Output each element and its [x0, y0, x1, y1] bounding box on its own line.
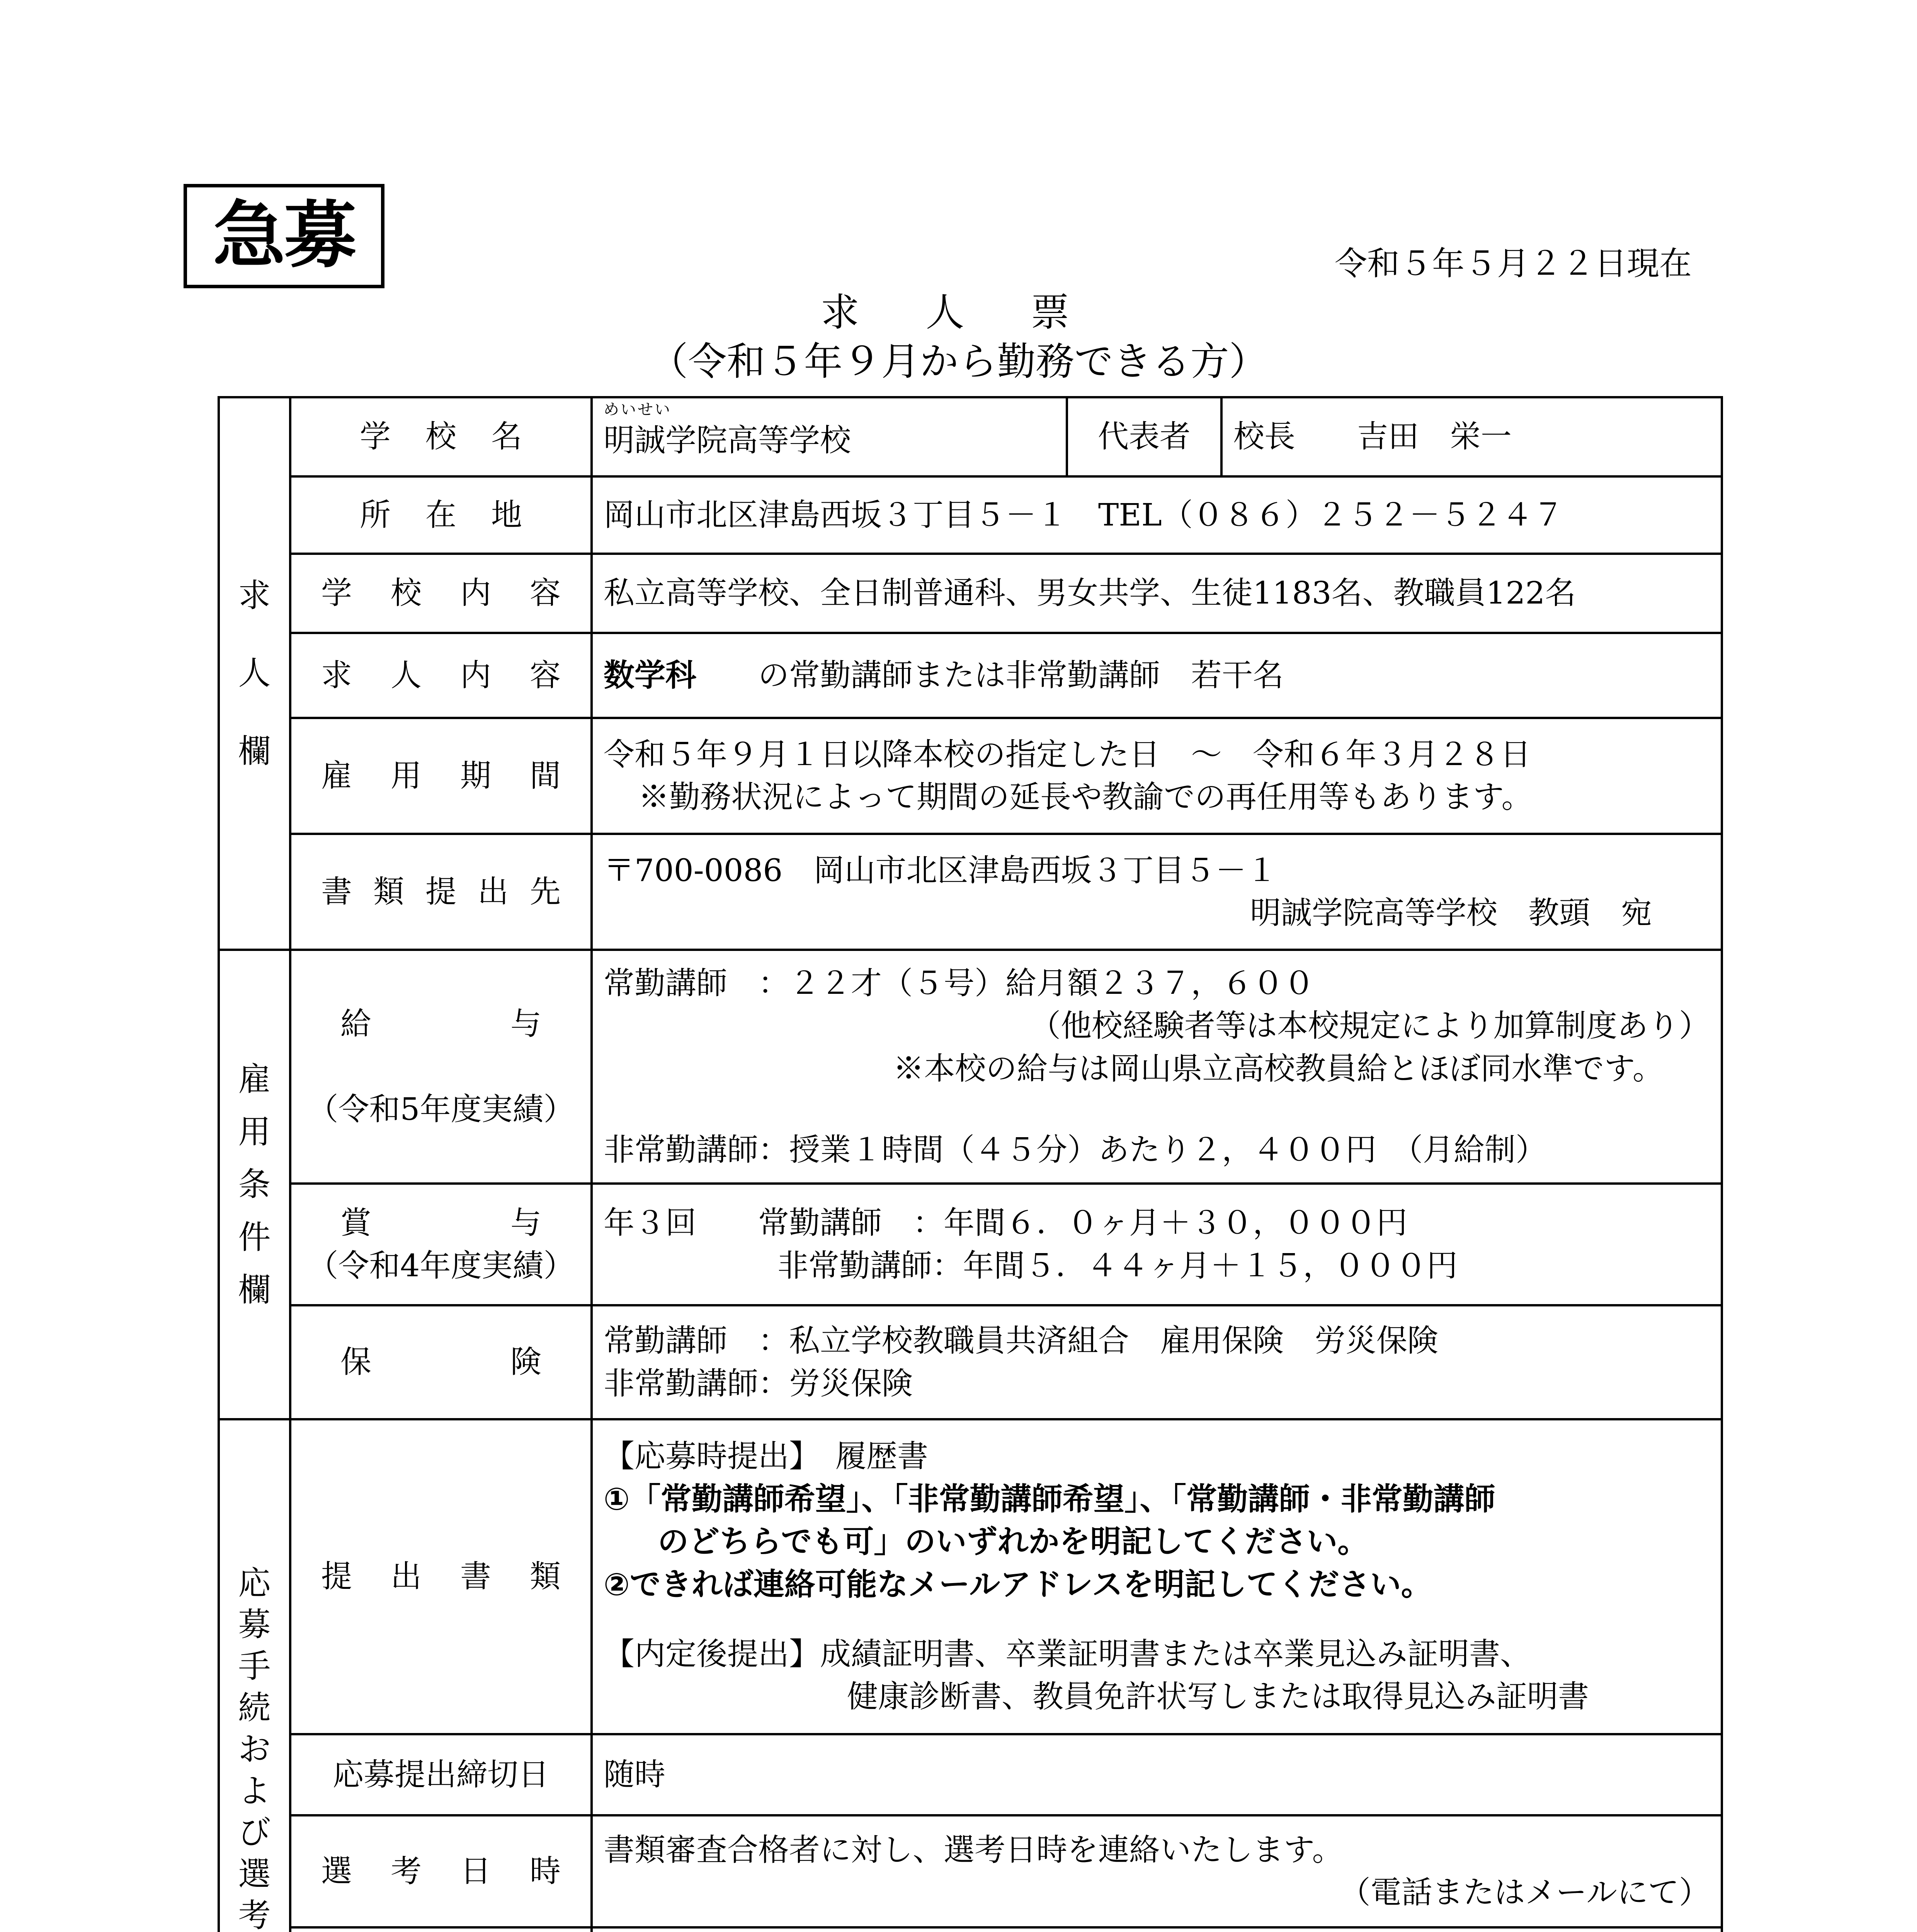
- documents-line4: ②できれば連絡可能なメールアドレスを明記してください。: [604, 1566, 1432, 1602]
- salary-label-cell: [290, 950, 592, 1184]
- school-content-label: 学校内容: [290, 554, 592, 633]
- school-name-cell: [592, 397, 1067, 476]
- documents-label: 提出書類: [321, 1558, 561, 1595]
- address-value: 岡山市北区津島西坂３丁目５－１ TEL（０８６）２５２－５２４７: [592, 476, 1722, 554]
- insurance-line1: 常勤講師 ：私立学校教職員共済組合 雇用保険 労災保険: [604, 1323, 1438, 1359]
- insurance-line2: 非常勤講師：労災保険: [604, 1365, 913, 1401]
- salary-label-sub: （令和5年度実績）: [307, 1091, 575, 1127]
- school-content-value: 私立高等学校、全日制普通科、男女共学、生徒1183名、教職員122名: [592, 554, 1722, 633]
- deadline-value: 随時: [592, 1734, 1722, 1815]
- documents-line2: ①「常勤講師希望」、「非常勤講師希望」、「常勤講師・非常勤講師: [604, 1481, 1495, 1517]
- bonus-value: [592, 1184, 1722, 1305]
- insurance-label-cell: [290, 1305, 592, 1419]
- submit-to-line2: 明誠学院高等学校 教頭 宛: [1250, 895, 1652, 931]
- exam-date-line1: 書類審査合格者に対し、選考日時を連絡いたします。: [604, 1832, 1343, 1868]
- school-name-ruby: めいせい: [604, 401, 672, 419]
- row-deadline: [219, 1734, 1722, 1815]
- documents-line5: 【内定後提出】成績証明書、卒業証明書または卒業見込み証明書、: [604, 1636, 1531, 1672]
- submit-to-label: 書類提出先: [290, 834, 592, 950]
- row-submit-to: [219, 834, 1722, 950]
- bonus-line1: 年３回 常勤講師 ：年間６．０ヶ月＋３０，０００円: [604, 1205, 1407, 1241]
- period-line1: 令和５年９月１日以降本校の指定した日 ～ 令和６年３月２８日: [604, 736, 1531, 772]
- documents-line1: 【応募時提出】 履歴書: [604, 1438, 928, 1475]
- row-salary: [219, 950, 1722, 1184]
- address-label: 所在地: [290, 476, 592, 554]
- bonus-line2: 非常勤講師：年間５．４４ヶ月＋１５，０００円: [777, 1247, 1458, 1284]
- rep-label: 代表者: [1067, 397, 1221, 476]
- salary-line4: 非常勤講師：授業１時間（４５分）あたり２，４００円 （月給制）: [604, 1131, 1546, 1168]
- exam-place-label-cell: [290, 1927, 592, 1932]
- period-label: 雇用期間: [290, 718, 592, 834]
- school-name: 明誠学院高等学校: [604, 422, 851, 459]
- job-label: 求人内容: [290, 633, 592, 718]
- page-subtitle: （令和５年９月から勤務できる方）: [649, 339, 1268, 384]
- exam-date-value: [592, 1815, 1722, 1927]
- row-documents: [219, 1419, 1722, 1734]
- documents-value: [592, 1419, 1722, 1734]
- job-value: [592, 633, 1722, 718]
- page-title: 求 人 票: [820, 290, 1097, 335]
- documents-line6: 健康診断書、教員免許状写しまたは取得見込み証明書: [847, 1679, 1589, 1715]
- documents-label-cell: [290, 1419, 592, 1734]
- salary-line2: （他校経験者等は本校規定により加算制度あり）: [1030, 1008, 1710, 1044]
- insurance-value: [592, 1305, 1722, 1419]
- submit-to-value: [592, 834, 1722, 950]
- exam-place-value: [592, 1927, 1722, 1932]
- documents-line3: のどちらでも可」のいずれかを明記してください。: [658, 1524, 1369, 1560]
- section-koyo: 雇用条件欄: [219, 950, 290, 1419]
- deadline-label: 応募提出締切日: [290, 1734, 592, 1815]
- section-kyujin: 求人欄: [219, 397, 290, 950]
- exam-date-label: 選考日時: [321, 1853, 561, 1889]
- school-name-label: 学校名: [290, 397, 592, 476]
- rep-value: 校長 吉田 栄一: [1221, 397, 1722, 476]
- bonus-label-sub: （令和4年度実績）: [307, 1247, 575, 1284]
- row-school-content: [219, 554, 1722, 633]
- section-oubo: 応募手続および選考: [219, 1419, 290, 1932]
- salary-label: 給与: [340, 1006, 541, 1042]
- job-detail: の常勤講師または非常勤講師 若干名: [696, 657, 1284, 693]
- row-job: [219, 633, 1722, 718]
- salary-value: [592, 950, 1722, 1184]
- as-of-date: 令和５年５月２２日現在: [1334, 245, 1692, 282]
- row-bonus: [219, 1184, 1722, 1305]
- job-posting-table: [218, 396, 1723, 1932]
- job-subject: 数学科: [604, 657, 696, 693]
- bonus-label: 賞与: [340, 1205, 541, 1241]
- insurance-label: 保険: [340, 1344, 541, 1380]
- salary-line1: 常勤講師 ：２２才（５号）給月額２３７，６００: [604, 965, 1315, 1001]
- exam-date-line2: （電話またはメールにて）: [1339, 1874, 1710, 1910]
- period-value: [592, 718, 1722, 834]
- exam-date-label-cell: [290, 1815, 592, 1927]
- row-period: [219, 718, 1722, 834]
- submit-to-line1: 〒700-0086 岡山市北区津島西坂３丁目５－１: [604, 852, 1277, 888]
- period-line2: ※勤務状況によって期間の延長や教諭での再任用等もあります。: [638, 779, 1533, 815]
- salary-line3: ※本校の給与は岡山県立高校教員給とほぼ同水準です。: [893, 1050, 1664, 1087]
- bonus-label-cell: [290, 1184, 592, 1305]
- row-school-name: [219, 397, 1722, 476]
- row-address: [219, 476, 1722, 554]
- row-exam-place: [219, 1927, 1722, 1932]
- row-exam-date: [219, 1815, 1722, 1927]
- row-insurance: [219, 1305, 1722, 1419]
- urgent-badge: 急募: [184, 184, 384, 288]
